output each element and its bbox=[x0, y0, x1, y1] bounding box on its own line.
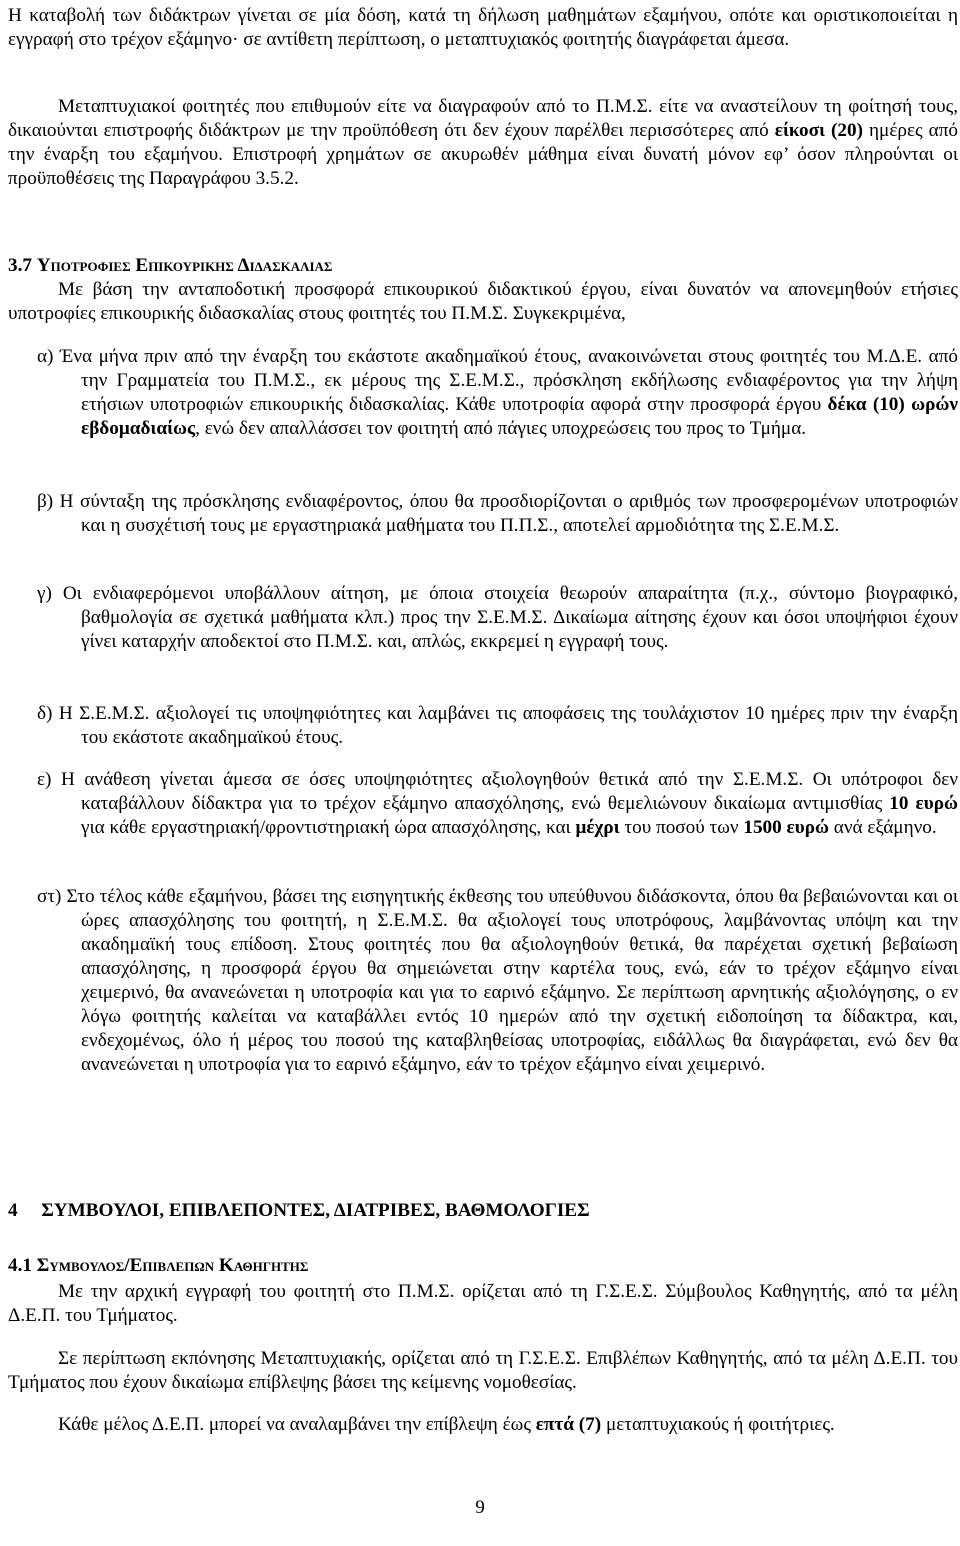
list-text: , ενώ δεν απαλλάσσει τον φοιτητή από πάγιες υποχρεώσεις του προς το Τμήμα. bbox=[195, 418, 807, 439]
bold-text: επτά (7) bbox=[535, 1414, 602, 1435]
list-text: για κάθε εργαστηριακή/φροντιστηριακή ώρα απασχόλησης, και bbox=[81, 817, 576, 838]
section-number: 4 bbox=[8, 1200, 18, 1221]
paragraph-supervision-limit bbox=[8, 1413, 958, 1437]
paragraph-supervisor bbox=[8, 1347, 958, 1395]
list-label: γ) bbox=[37, 583, 52, 604]
paragraph-text: Μεταπτυχιακοί φοιτητές που επιθυμούν είτε να διαγραφούν από το Π.Μ.Σ. είτε να αναστείλουν τη φοίτησή τους, δικαιούνται επιστροφής διδάκτρων με την προϋπόθεση ότι δεν έχουν παρέλθει περισσότερες από bbox=[8, 96, 958, 141]
section-number: 4.1 bbox=[8, 1255, 32, 1276]
bold-text: μέχρι bbox=[575, 817, 620, 838]
list-item-b bbox=[37, 490, 958, 538]
paragraph-fee-payment bbox=[8, 4, 958, 52]
list-item-c bbox=[37, 582, 958, 654]
paragraph-advisor bbox=[8, 1280, 958, 1328]
section-title: Υποτροφιες Επικουρικης Διδασκαλιας bbox=[36, 255, 333, 276]
list-label: δ) bbox=[37, 703, 53, 724]
list-text: Η Σ.Ε.Μ.Σ. αξιολογεί τις υποψηφιότητες και λαμβάνει τις αποφάσεις της τουλάχιστον 10 ημέρες πριν την έναρξη του εκάστοτε ακαδημαϊκού έτους. bbox=[58, 703, 959, 748]
paragraph-text: Η καταβολή των διδάκτρων γίνεται σε μία δόση, κατά τη δήλωση μαθημάτων εξαμήνου, οπότε και οριστικοποιείται η εγγραφή στο τρέχον εξάμηνο· σε αντίθετη περίπτωση, ο μεταπτυχιακός φοιτητής διαγράφεται άμεσα. bbox=[8, 5, 958, 50]
section-heading-4-1 bbox=[8, 1254, 308, 1278]
paragraph-text: Κάθε μέλος Δ.Ε.Π. μπορεί να αναλαμβάνει την επίβλεψη έως bbox=[58, 1414, 536, 1435]
bold-text: δέκα (10) ωρών εβδομαδιαίως bbox=[81, 394, 958, 439]
list-text: Οι ενδιαφερόμενοι υποβάλλουν αίτηση, με όποια στοιχεία θεωρούν απαραίτητα (π.χ., σύντομο βιογραφικό, βαθμολογία σε σχετικά μαθήματα κλπ.) προς την Σ.Ε.Μ.Σ. Δικαίωμα αίτησης έχουν και όσοι υποψήφιοι έχουν γίνει καταρχήν αποδεκτοί στο Π.Μ.Σ. και, απλώς, εκκρεμεί η εγγραφή τους. bbox=[62, 583, 958, 652]
list-label: ε) bbox=[37, 769, 52, 790]
list-text: Η ανάθεση γίνεται άμεσα σε όσες υποψηφιότητες αξιολογηθούν θετικά από την Σ.Ε.Μ.Σ. Οι υπότροφοι δεν καταβάλλουν δίδακτρα για το τρέχον εξάμηνο απασχόλησης, ενώ θεμελιώνουν δικαίωμα αντιμισθίας bbox=[60, 769, 958, 814]
list-text: Ένα μήνα πριν από την έναρξη του εκάστοτε ακαδημαϊκού έτους, ανακοινώνεται στους φοιτητές του Μ.Δ.Ε. από την Γραμματεία του Π.Μ.Σ., εκ μέρους της Σ.Ε.Μ.Σ., πρόσκληση εκδήλωσης ενδιαφέροντος για την λήψη ετήσιων υποτροφιών επικουρικής διδασκαλίας. Κάθε υποτροφία αφορά στην προσφορά έργου bbox=[60, 346, 958, 415]
list-label: α) bbox=[37, 346, 54, 367]
section-heading-3-7 bbox=[8, 254, 332, 278]
list-item-d bbox=[37, 702, 958, 750]
list-item-st bbox=[37, 885, 958, 1077]
section-title: ΣΥΜΒΟΥΛΟΙ, ΕΠΙΒΛΕΠΟΝΤΕΣ, ΔΙΑΤΡΙΒΕΣ, ΒΑΘΜΟΛΟΓΙΕΣ bbox=[41, 1200, 590, 1221]
list-text: ανά εξάμηνο. bbox=[828, 817, 937, 838]
list-item-a bbox=[37, 345, 958, 441]
list-label: β) bbox=[37, 491, 54, 512]
list-label: στ) bbox=[37, 886, 62, 907]
list-text: Στο τέλος κάθε εξαμήνου, βάσει της εισηγητικής έκθεσης του υπεύθυνου διδάσκοντα, όπου θα βεβαιώνονται και οι ώρες απασχόλησης του φοιτητή, η Σ.Ε.Μ.Σ. θα αξιολογεί τους υποτρόφους, λαμβάνοντας υπόψη και την ακαδημαϊκή τους επίδοση. Στους φοιτητές που θα αξιολογηθούν θετικά, θα παρέχεται σχετική βεβαίωση απασχόλησης, η προσφορά έργου θα σημειώνεται στην καρτέλα τους, ενώ, εάν το τρέχον εξάμηνο είναι χειμερινό, θα ανανεώνεται η υποτροφία και για το εαρινό εξάμηνο. Σε περίπτωση αρνητικής αξιολόγησης, ο εν λόγω φοιτητής καλείται να καταβάλλει εντός 10 ημερών από την σχετική ειδοποίηση τα δίδακτρα, και, ενδεχομένως, όλο ή μέρος του ποσού της καταβληθείσας υποτροφίας, ειδάλλως θα διαγράφεται, ενώ δεν θα ανανεώνεται η υποτροφία για το εαρινό εξάμηνο, εάν το τρέχον εξάμηνο είναι χειμερινό. bbox=[66, 886, 958, 1075]
list-text: του ποσού των bbox=[619, 817, 744, 838]
paragraph-text: μεταπτυχιακούς ή φοιτήτριες. bbox=[601, 1414, 835, 1435]
paragraph-text: ημέρες από την έναρξη του εξαμήνου. Επιστροφή χρημάτων σε ακυρωθέν μάθημα είναι δυνατή μόνον εφ’ όσον πληρούνται οι προϋποθέσεις της Παραγράφου 3.5.2. bbox=[8, 120, 958, 189]
section-intro bbox=[8, 278, 958, 326]
paragraph-text: Σε περίπτωση εκπόνησης Μεταπτυχιακής, ορίζεται από τη Γ.Σ.Ε.Σ. Επιβλέπων Καθηγητής, από τα μέλη Δ.Ε.Π. του Τμήματος που έχουν δικαίωμα επίβλεψης βάσει της κείμενης νομοθεσίας. bbox=[8, 1348, 958, 1393]
section-heading-4 bbox=[8, 1199, 590, 1223]
bold-text: 10 ευρώ bbox=[889, 793, 959, 814]
section-number: 3.7 bbox=[8, 255, 32, 276]
section-title: Συμβουλος/Επιβλεπων Καθηγητης bbox=[36, 1255, 309, 1276]
list-text: Η σύνταξη της πρόσκλησης ενδιαφέροντος, όπου θα προσδιορίζονται ο αριθμός των προσφερομένων υποτροφιών και η συσχέτισή τους με εργαστηριακά μαθήματα του Π.Π.Σ., αποτελεί αρμοδιότητα της Σ.Ε.Μ.Σ. bbox=[59, 491, 959, 536]
list-item-e bbox=[37, 768, 958, 840]
paragraph-text: Με την αρχική εγγραφή του φοιτητή στο Π.Μ.Σ. ορίζεται από τη Γ.Σ.Ε.Σ. Σύμβουλος Καθηγητής, από τα μέλη Δ.Ε.Π. του Τμήματος. bbox=[8, 1281, 958, 1326]
bold-text: 1500 ευρώ bbox=[743, 817, 829, 838]
page-number: 9 bbox=[475, 1497, 485, 1518]
bold-text: είκοσι (20) bbox=[774, 120, 863, 141]
paragraph-fee-refund bbox=[8, 95, 958, 191]
paragraph-text: Με βάση την ανταποδοτική προσφορά επικουρικού διδακτικού έργου, είναι δυνατόν να απονεμηθούν ετήσιες υποτροφίες επικουρικής διδασκαλίας στους φοιτητές του Π.Μ.Σ. Συγκεκριμένα, bbox=[8, 279, 958, 324]
